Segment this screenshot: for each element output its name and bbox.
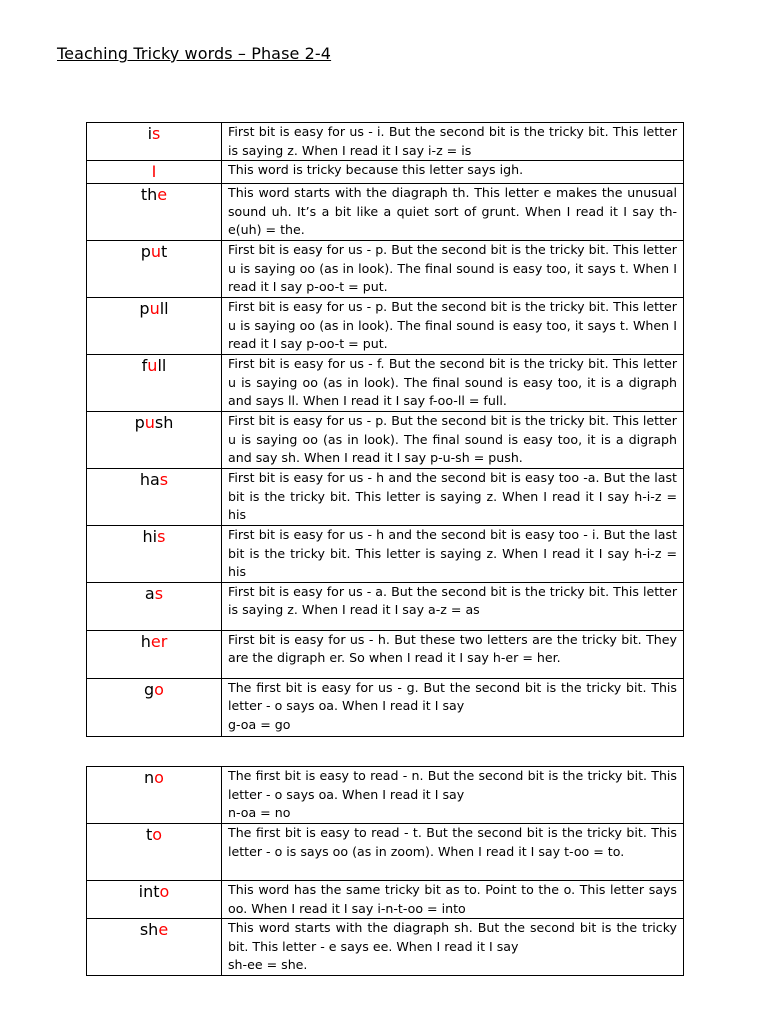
explanation: This word starts with the diagraph th. This letter e makes the unusual sound uh. It’s a bit like a quiet sort of grunt. When I read it I say th-e(uh) = the. [222, 184, 684, 241]
explanation: First bit is easy for us - h and the second bit is easy too -a. But the last bit is the tricky bit. This letter is saying z. When I read it I say h-i-z = his [222, 468, 684, 525]
table-row [87, 919, 684, 976]
tricky-word [87, 411, 222, 468]
word-letters: ll [157, 356, 167, 376]
tricky-word [87, 824, 222, 881]
tricky-letters: u [150, 242, 161, 262]
explanation: First bit is easy for us - h. But these two letters are the tricky bit. They are the digraph er. So when I read it I say h-er = her. [222, 630, 684, 678]
tricky-letters: o [154, 768, 164, 787]
explanation: First bit is easy for us - p. But the second bit is the tricky bit. This letter u is saying oo (as in look). The final sound is easy too, it says t. When I read it I say p-oo-t = put. [222, 298, 684, 355]
tricky-letters: o [154, 679, 164, 699]
table-row [87, 241, 684, 298]
tricky-letters: s [152, 124, 161, 143]
word-letters: p [134, 412, 145, 432]
explanation: First bit is easy for us - i. But the second bit is the tricky bit. This letter is saying z. When I read it I say i-z = is [222, 123, 684, 161]
word-letters: n [144, 768, 155, 787]
tricky-word [87, 468, 222, 525]
table-row [87, 881, 684, 919]
table-row [87, 525, 684, 582]
table-row [87, 824, 684, 881]
word-letters: ll [159, 299, 169, 319]
tricky-word [87, 298, 222, 355]
tricky-word [87, 525, 222, 582]
table-row [87, 355, 684, 412]
tricky-word [87, 582, 222, 630]
explanation: This word has the same tricky bit as to. Point to the o. This letter says oo. When I read it I say i-n-t-oo = into [222, 881, 684, 919]
tricky-letters: s [159, 469, 169, 489]
table-row [87, 161, 684, 184]
tricky-letters: I [151, 162, 157, 182]
tricky-word [87, 919, 222, 976]
explanation: First bit is easy for us - p. But the second bit is the tricky bit. This letter u is saying oo (as in look). The final sound is easy too, it is a digraph and say sh. When I read it I say p-u-sh = push. [222, 411, 684, 468]
table-row [87, 582, 684, 630]
tricky-letters: e [157, 185, 168, 205]
word-letters: p [140, 242, 151, 262]
tricky-word [87, 630, 222, 678]
word-letters: f [141, 356, 148, 376]
explanation: The first bit is easy for us - g. But the second bit is the tricky bit. This letter - o says oa. When I read it I say g-oa = go [222, 678, 684, 736]
tricky-words-table-1 [86, 122, 684, 737]
tricky-letters: er [150, 631, 168, 651]
word-letters: t [161, 242, 168, 262]
word-letters: hi [142, 526, 158, 546]
tricky-words-table-2 [86, 766, 684, 976]
explanation: The first bit is easy to read - t. But the second bit is the tricky bit. This letter - o is says oo (as in zoom). When I read it I say t-oo = to. [222, 824, 684, 881]
explanation: First bit is easy for us - h and the second bit is easy too - i. But the last bit is the tricky bit. This letter is saying z. When I read it I say h-i-z = his [222, 525, 684, 582]
tricky-letters: u [149, 299, 160, 319]
table-row [87, 468, 684, 525]
word-letters: int [138, 882, 160, 901]
tricky-word [87, 123, 222, 161]
explanation: First bit is easy for us - p. But the second bit is the tricky bit. This letter u is saying oo (as in look). The final sound is easy too, it says t. When I read it I say p-oo-t = put. [222, 241, 684, 298]
tricky-word [87, 184, 222, 241]
tricky-letters: o [152, 825, 163, 844]
tricky-word [87, 678, 222, 736]
word-letters: h [140, 631, 151, 651]
tricky-letters: s [154, 583, 164, 603]
explanation: First bit is easy for us - f. But the second bit is the tricky bit. This letter u is saying oo (as in look). The final sound is easy too, it is a digraph and says ll. When I read it I say f-oo-ll = full. [222, 355, 684, 412]
explanation: The first bit is easy to read - n. But the second bit is the tricky bit. This letter - o says oa. When I read it I say n-oa = no [222, 767, 684, 824]
table-row [87, 767, 684, 824]
word-letters: sh [154, 412, 174, 432]
word-letters: t [145, 825, 153, 844]
tricky-letters: o [159, 882, 170, 901]
tricky-letters: s [157, 526, 166, 546]
table-row [87, 678, 684, 736]
tricky-letters: u [144, 412, 155, 432]
table-row [87, 123, 684, 161]
page-title: Teaching Tricky words – Phase 2-4 [57, 44, 332, 63]
explanation: This word is tricky because this letter says igh. [222, 161, 684, 184]
tricky-letters: e [158, 920, 169, 940]
tricky-word [87, 881, 222, 919]
word-letters: p [139, 299, 150, 319]
tricky-letters: u [147, 356, 158, 376]
word-letters: g [144, 679, 155, 699]
tricky-word [87, 355, 222, 412]
explanation: This word starts with the diagraph sh. But the second bit is the tricky bit. This letter - e says ee. When I read it I say sh-ee = she. [222, 919, 684, 976]
word-letters: th [140, 185, 158, 205]
word-letters: a [144, 583, 155, 603]
explanation: First bit is easy for us - a. But the second bit is the tricky bit. This letter is saying z. When I read it I say a-z = as [222, 582, 684, 630]
word-letters: sh [139, 920, 159, 940]
tricky-word [87, 241, 222, 298]
word-letters: i [147, 124, 153, 143]
table-row [87, 630, 684, 678]
tricky-word [87, 767, 222, 824]
word-letters: ha [139, 469, 160, 489]
table-row [87, 184, 684, 241]
table-row [87, 411, 684, 468]
tricky-word [87, 161, 222, 184]
table-row [87, 298, 684, 355]
